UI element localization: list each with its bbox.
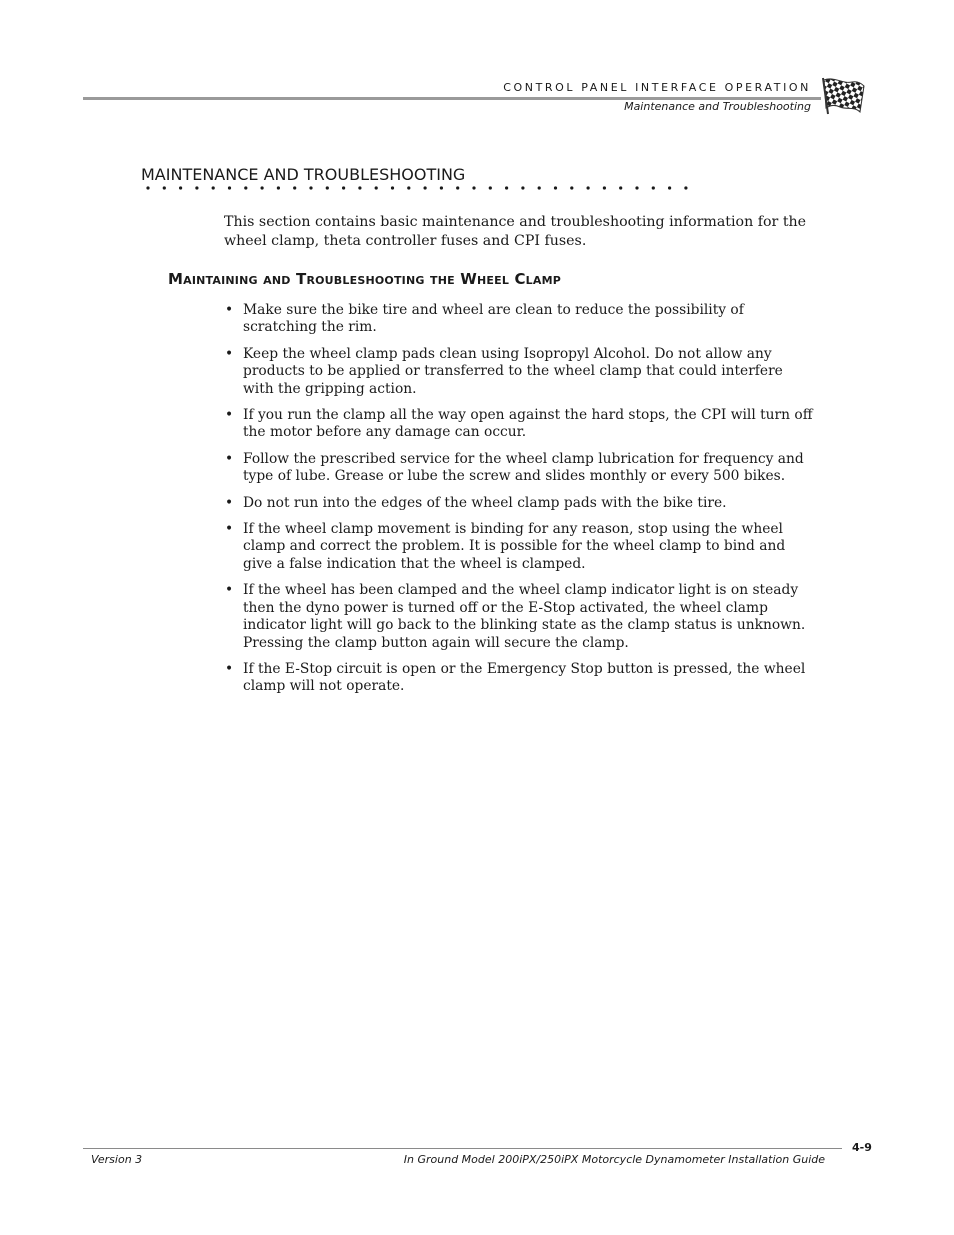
rule-dot [293, 186, 296, 189]
rule-dot [391, 186, 394, 189]
footer-version: Version 3 [91, 1153, 143, 1166]
rule-dot [407, 186, 410, 189]
list-item-text: Do not run into the edges of the wheel clamp pads with the bike tire. [243, 494, 727, 511]
bullet-mark: • [225, 521, 234, 538]
list-item [224, 407, 814, 442]
list-item-text: Make sure the bike tire and wheel are clean to reduce the possibility of scratching the rim. [243, 302, 744, 336]
footer-document-title: In Ground Model 200iPX/250iPX Motorcycle Dynamometer Installation Guide [403, 1153, 825, 1166]
rule-dot [195, 186, 198, 189]
rule-dot [440, 186, 443, 189]
rule-dot [228, 186, 231, 189]
bullet-mark: • [225, 582, 234, 599]
rule-dot [358, 186, 361, 189]
list-item [224, 302, 814, 337]
list-item-text: If the E-Stop circuit is open or the Emergency Stop button is pressed, the wheel clamp will not operate. [243, 660, 806, 695]
rule-dot [179, 186, 182, 189]
rule-dot [261, 186, 264, 189]
footer-rule [83, 1148, 842, 1149]
list-item-text: If you run the clamp all the way open against the hard stops, the CPI will turn off the motor before any damage can occur. [243, 407, 813, 441]
list-item [224, 346, 814, 398]
rule-dot [456, 186, 459, 189]
rule-dot [244, 186, 247, 189]
rule-dot [652, 186, 655, 189]
list-item-text: If the wheel has been clamped and the wheel clamp indicator light is on steady then the dyno power is turned off or the E-Stop activated, the wheel clamp indicator light will go back to the blinking state as the clamp status is unknown. Pressing the clamp button again will secure the clamp. [243, 582, 806, 651]
bullet-mark: • [225, 345, 234, 362]
bullet-mark: • [225, 450, 234, 467]
section-title: MAINTENANCE AND TROUBLESHOOTING [141, 165, 466, 184]
bullet-mark: • [225, 302, 234, 318]
page-number: 4-9 [852, 1141, 872, 1154]
rule-dot [424, 186, 427, 189]
bullet-mark: • [225, 494, 234, 511]
bullet-list [224, 302, 814, 705]
dotted-rule [144, 184, 689, 192]
rule-dot [554, 186, 557, 189]
rule-dot [538, 186, 541, 189]
rule-dot [375, 186, 378, 189]
rule-dot [684, 186, 687, 189]
rule-dot [472, 186, 475, 189]
list-item [224, 661, 814, 696]
bullet-mark: • [225, 660, 234, 677]
rule-dot [342, 186, 345, 189]
rule-dot [212, 186, 215, 189]
rule-dot [326, 186, 329, 189]
rule-dot [668, 186, 671, 189]
rule-dot [309, 186, 312, 189]
checkered-flag-icon [820, 74, 866, 116]
list-item [224, 451, 814, 486]
list-item-text: Follow the prescribed service for the wheel clamp lubrication for frequency and type of lube. Grease or lube the screw and slides monthly or every 500 bikes. [243, 450, 804, 485]
intro-paragraph: This section contains basic maintenance and troubleshooting information for the wheel clamp, theta controller fuses and CPI fuses. [224, 214, 807, 249]
rule-dot [489, 186, 492, 189]
subsection-title: Maintaining and Troubleshooting the Wheel Clamp [168, 270, 561, 288]
rule-dot [619, 186, 622, 189]
rule-dot [277, 186, 280, 189]
list-item [224, 495, 814, 512]
rule-dot [505, 186, 508, 189]
list-item-text: Keep the wheel clamp pads clean using Isopropyl Alcohol. Do not allow any products to be applied or transferred to the wheel clamp that could interfere with the gripping action. [243, 345, 783, 397]
bullet-mark: • [225, 407, 234, 424]
rule-dot [603, 186, 606, 189]
rule-dot [521, 186, 524, 189]
header-section-title: CONTROL PANEL INTERFACE OPERATION [503, 81, 811, 94]
rule-dot [587, 186, 590, 189]
header-subsection-title: Maintenance and Troubleshooting [624, 100, 811, 113]
rule-dot [570, 186, 573, 189]
rule-dot [635, 186, 638, 189]
list-item [224, 521, 814, 573]
rule-dot [163, 186, 166, 189]
list-item-text: If the wheel clamp movement is binding for any reason, stop using the wheel clamp and correct the problem. It is possible for the wheel clamp to bind and give a false indication that the wheel is clamped. [243, 521, 786, 572]
rule-dot [146, 186, 149, 189]
list-item [224, 582, 814, 652]
